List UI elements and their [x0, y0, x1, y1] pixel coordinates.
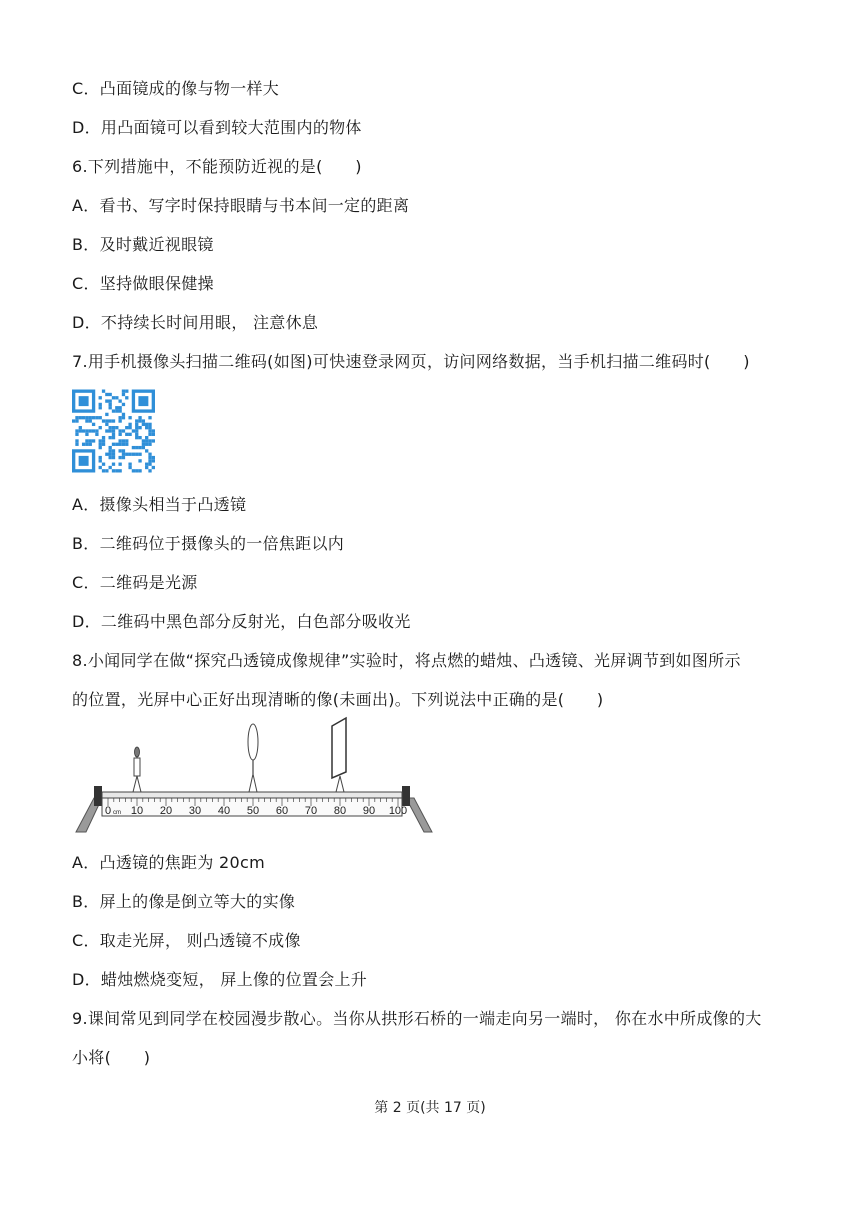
question-7: 7.用手机摄像头扫描二维码(如图)可快速登录网页，访问网络数据，当手机扫描二维码时( ): [72, 352, 750, 371]
bench-tick-label: 50: [246, 805, 260, 817]
q7-option-b: B．二维码位于摄像头的一倍焦距以内: [72, 534, 345, 553]
q7-option-d: D．二维码中黑色部分反射光，白色部分吸收光: [72, 612, 411, 631]
q6-option-d: D．不持续长时间用眼， 注意休息: [72, 313, 319, 332]
q7-option-c: C．二维码是光源: [72, 573, 198, 592]
bench-tick-label: 90: [362, 805, 376, 817]
bench-tick-label: 60: [275, 805, 289, 817]
bench-tick-label: 0: [104, 805, 112, 817]
q8-option-a: A．凸透镜的焦距为 20cm: [72, 853, 265, 872]
qr-code-image: [72, 388, 155, 474]
question-6: 6.下列措施中，不能预防近视的是( ): [72, 157, 362, 176]
q8-option-c: C．取走光屏， 则凸透镜不成像: [72, 931, 301, 950]
q6-option-a: A．看书、写字时保持眼睛与书本间一定的距离: [72, 196, 410, 215]
q6-option-c: C．坚持做眼保健操: [72, 274, 214, 293]
question-8-line-2: 的位置，光屏中心正好出现清晰的像(未画出)。下列说法中正确的是( ): [72, 690, 604, 709]
light-screen: [332, 718, 346, 792]
optical-bench-figure: [72, 712, 434, 836]
bench-tick-label: 100: [388, 805, 408, 817]
bench-tick-label: 80: [333, 805, 347, 817]
question-8-line-1: 8.小闻同学在做“探究凸透镜成像规律”实验时，将点燃的蜡烛、凸透镜、光屏调节到如图所示: [72, 651, 741, 670]
question-9-line-1: 9.课间常见到同学在校园漫步散心。当你从拱形石桥的一端走向另一端时， 你在水中所成像的大: [72, 1009, 762, 1028]
bench-tick-label: 10: [130, 805, 144, 817]
question-9-line-2: 小将( ): [72, 1048, 151, 1067]
convex-lens: [248, 724, 258, 792]
bench-tick-label: 30: [188, 805, 202, 817]
page-footer: 第 2 页(共 17 页): [374, 1100, 486, 1116]
candle: [133, 747, 141, 792]
bench-tick-label: 70: [304, 805, 318, 817]
q6-option-b: B．及时戴近视眼镜: [72, 235, 214, 254]
bench-unit-label: cm: [113, 810, 121, 816]
q8-option-d: D．蜡烛燃烧变短， 屏上像的位置会上升: [72, 970, 368, 989]
q8-option-b: B．屏上的像是倒立等大的实像: [72, 892, 296, 911]
q5-option-d: D．用凸面镜可以看到较大范围内的物体: [72, 118, 362, 137]
bench-tick-label: 40: [217, 805, 231, 817]
bench-tick-label: 20: [159, 805, 173, 817]
q7-option-a: A．摄像头相当于凸透镜: [72, 495, 247, 514]
q5-option-c: C．凸面镜成的像与物一样大: [72, 79, 280, 98]
